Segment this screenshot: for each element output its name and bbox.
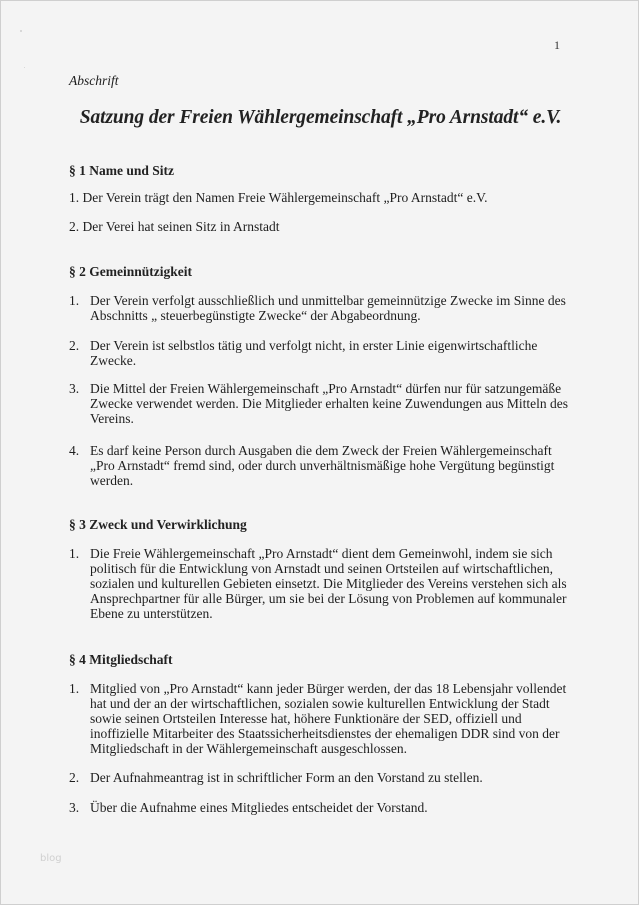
item-text: Der Aufnahmeantrag ist in schriftlicher Form an den Vorstand zu stellen. — [90, 770, 483, 785]
section-3-item-1 — [69, 546, 569, 621]
item-text: Über die Aufnahme eines Mitgliedes entscheidet der Vorstand. — [90, 800, 428, 815]
item-text: Die Mittel der Freien Wählergemeinschaft „Pro Arnstadt“ dürfen nur für satzungemäße Zwecke verwendet werden. Die Mitglieder erhalten keine Zuwendungen aus Mitteln des Vereins. — [90, 381, 568, 426]
item-text: Der Verein verfolgt ausschließlich und unmittelbar gemeinnützige Zwecke im Sinne des Abschnitts „ steuerbegünstigte Zwecke“ der Abgabeordnung. — [90, 293, 566, 323]
scan-speck — [20, 30, 22, 32]
item-text: Der Verein ist selbstlos tätig und verfolgt nicht, in erster Linie eigenwirtschaftliche Zwecke. — [90, 338, 538, 368]
page-number: 1 — [554, 38, 560, 52]
item-number: 1. — [69, 681, 80, 696]
section-heading-2: § 2 Gemeinnützigkeit — [69, 264, 192, 279]
item-number: 4. — [69, 443, 80, 458]
item-text: Es darf keine Person durch Ausgaben die dem Zweck der Freien Wählergemeinschaft „Pro Arnstadt“ fremd sind, oder durch unverhältnismäßige hohe Vergütung begünstigt werden. — [90, 443, 555, 488]
section-1-item-2: 2. Der Verei hat seinen Sitz in Arnstadt — [69, 219, 280, 234]
section-2-item-2 — [69, 338, 569, 368]
item-text: Die Freie Wählergemeinschaft „Pro Arnstadt“ dient dem Gemeinwohl, indem sie sich politisch für die Entwicklung von Arnstadt und seinen Ortsteilen auf wirtschaftlichen, sozialen und kulturellen Gebieten einsetzt. Die Mitglieder des Vereins verstehen sich als Ansprechpartner für alle Bürger, um sie bei der Lösung von Problemen auf kommunaler Ebene zu unterstützen. — [90, 546, 567, 621]
scan-speck — [24, 67, 25, 68]
item-number: 3. — [69, 381, 80, 396]
item-number: 1. — [69, 546, 80, 561]
section-heading-1: § 1 Name und Sitz — [69, 163, 175, 178]
item-number: 3. — [69, 800, 80, 815]
section-4-item-1 — [69, 681, 569, 756]
item-number: 1. — [69, 293, 80, 308]
section-4-item-3 — [69, 800, 569, 815]
section-heading-4: § 4 Mitgliedschaft — [69, 652, 173, 667]
section-2-item-1 — [69, 293, 569, 323]
section-heading-3: § 3 Zweck und Verwirklichung — [69, 517, 247, 532]
item-number: 2. — [69, 770, 80, 785]
section-1-item-1: 1. Der Verein trägt den Namen Freie Wählergemeinschaft „Pro Arnstadt“ e.V. — [69, 190, 488, 205]
document-label: Abschrift — [69, 73, 119, 88]
section-2-item-3 — [69, 381, 569, 426]
section-2-item-4 — [69, 443, 569, 488]
item-text: Mitglied von „Pro Arnstadt“ kann jeder Bürger werden, der das 18 Lebensjahr vollendet hat und der an der wirtschaftlichen, sozialen sowie kulturellen Entwicklung der Stadt sowie seinen Ortsteilen Interesse hat, höhere Funktionäre der SED, offiziell und inoffizielle Mitarbeiter des Staatssicherheitsdienstes der ehemaligen DDR sind von der Mitgliedschaft in der Wählergemeinschaft ausgeschlossen. — [90, 681, 567, 756]
document-title: Satzung der Freien Wählergemeinschaft „Pro Arnstadt“ e.V. — [79, 107, 562, 128]
item-number: 2. — [69, 338, 80, 353]
watermark: blog — [40, 853, 62, 864]
section-4-item-2 — [69, 770, 569, 785]
